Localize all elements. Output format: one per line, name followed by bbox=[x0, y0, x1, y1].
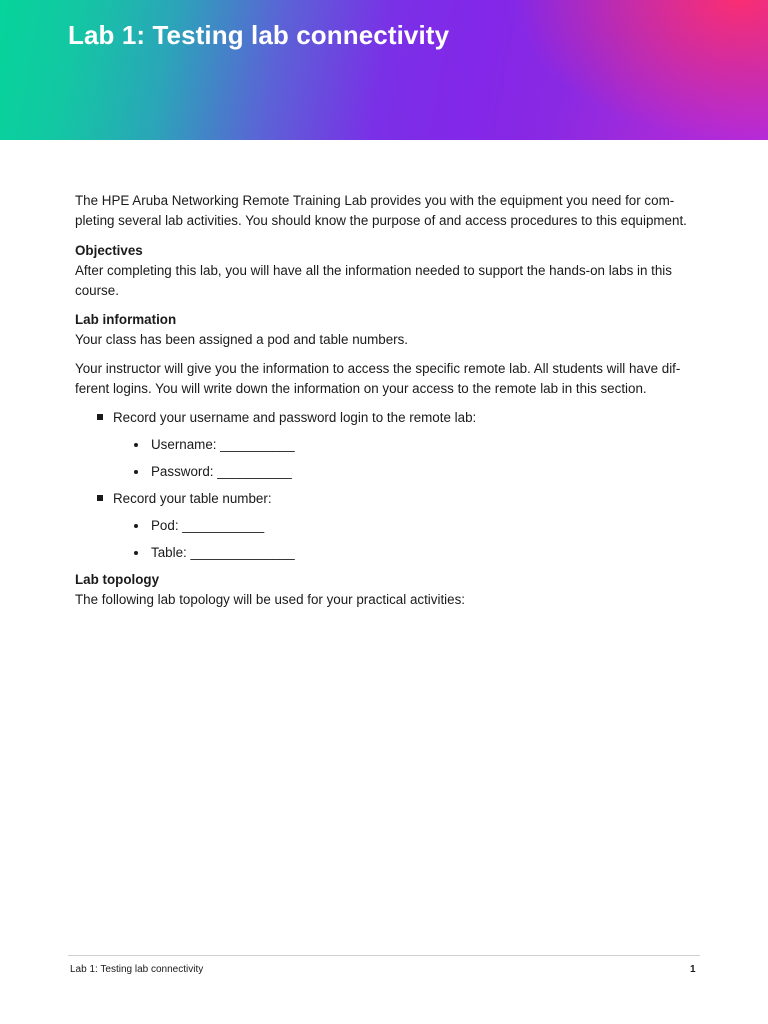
table-field-text: Table: ______________ bbox=[151, 545, 295, 560]
objectives-paragraph: After completing this lab, you will have all the information needed to support the hands-on labs in this course. bbox=[75, 263, 672, 298]
record-list bbox=[75, 408, 700, 563]
lab-information-paragraph-1: Your class has been assigned a pod and table numbers. bbox=[75, 332, 409, 347]
list-item bbox=[113, 543, 700, 563]
page-title: Lab 1: Testing lab connectivity bbox=[68, 20, 450, 50]
footer-title: Lab 1: Testing lab connectivity bbox=[70, 964, 204, 975]
list-item bbox=[113, 435, 700, 455]
footer-divider bbox=[68, 955, 700, 956]
sub-list bbox=[113, 516, 700, 563]
main-content bbox=[75, 191, 700, 619]
square-bullet-icon bbox=[97, 495, 103, 501]
list-item bbox=[113, 516, 700, 536]
password-field-text: Password: __________ bbox=[151, 464, 292, 479]
pod-field-text: Pod: ___________ bbox=[151, 518, 265, 533]
lab-topology-paragraph: The following lab topology will be used for your practical activities: bbox=[75, 592, 466, 607]
round-bullet-icon bbox=[134, 524, 138, 528]
list-item bbox=[113, 462, 700, 482]
header-banner bbox=[0, 0, 768, 140]
list-item-text: Record your table number: bbox=[113, 491, 272, 506]
lab-topology-heading: Lab topology bbox=[75, 572, 160, 587]
lab-information-paragraph-2: Your instructor will give you the information to access the specific remote lab. All students will have dif-ferent logins. You will write down the information on your access to the remote lab in this section. bbox=[75, 361, 681, 396]
list-item bbox=[75, 489, 700, 563]
round-bullet-icon bbox=[134, 551, 138, 555]
square-bullet-icon bbox=[97, 414, 103, 420]
sub-list bbox=[113, 435, 700, 482]
objectives-heading: Objectives bbox=[75, 243, 143, 258]
list-item-text: Record your username and password login to the remote lab: bbox=[113, 410, 477, 425]
page-number: 1 bbox=[690, 964, 696, 975]
round-bullet-icon bbox=[134, 443, 138, 447]
list-item bbox=[75, 408, 700, 482]
round-bullet-icon bbox=[134, 470, 138, 474]
username-field-text: Username: __________ bbox=[151, 437, 295, 452]
intro-paragraph: The HPE Aruba Networking Remote Training Lab provides you with the equipment you need for com-pleting several lab activities. You should know the purpose of and access procedures to this equipment. bbox=[75, 193, 687, 228]
lab-information-heading: Lab information bbox=[75, 312, 177, 327]
